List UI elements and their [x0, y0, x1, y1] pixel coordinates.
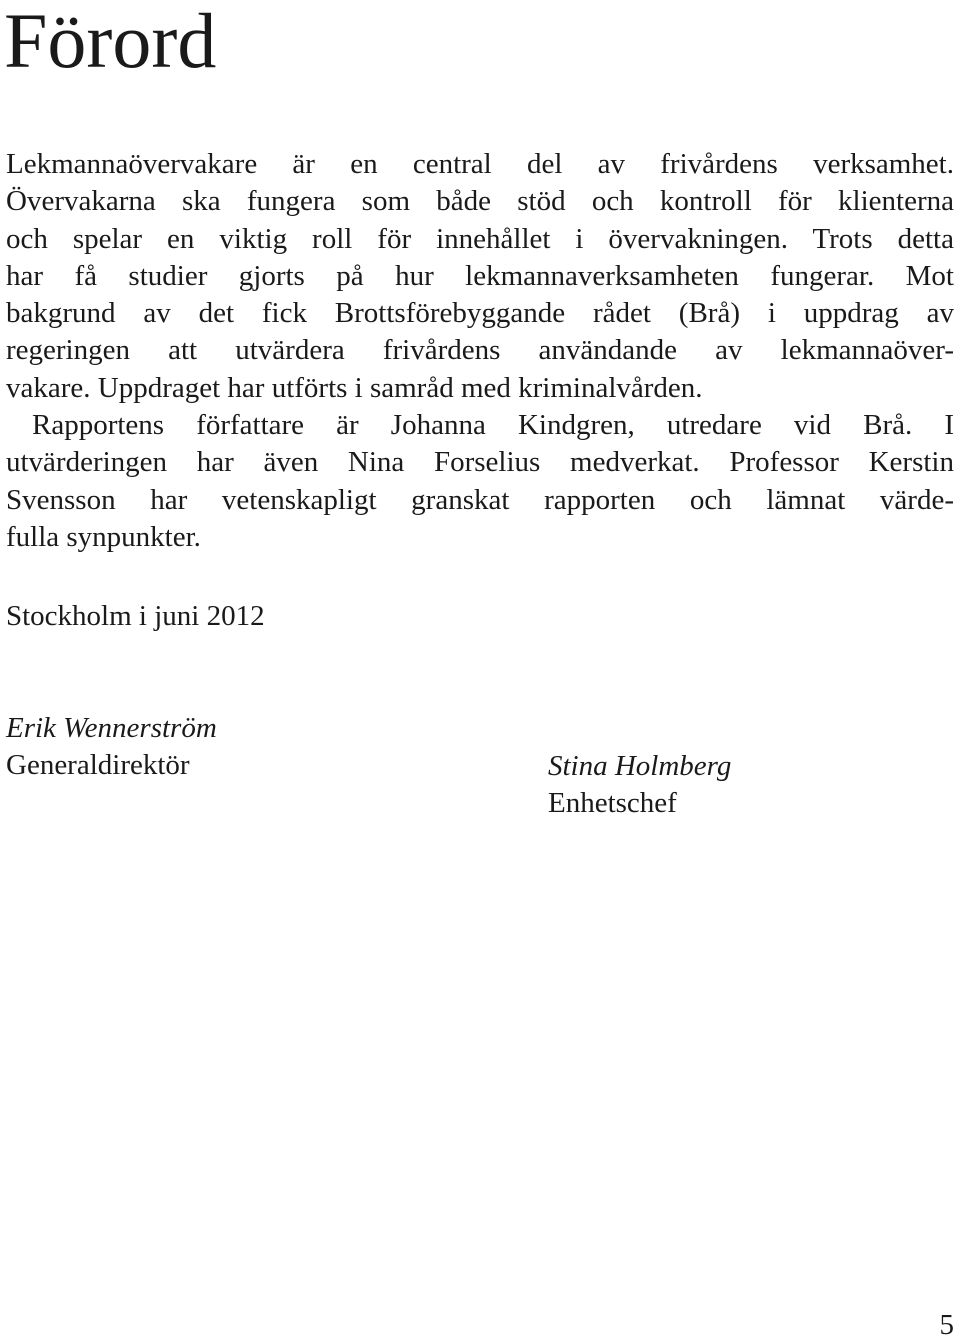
paragraph-line: har få studier gjorts på hur lekmannaverksamheten fungerar. Mot [6, 259, 954, 292]
foreword-paragraph [6, 146, 954, 556]
signatory-name: Stina Holmberg [548, 750, 732, 782]
paragraph-line: Lekmannaövervakare är en central del av frivårdens verksamhet. [6, 148, 954, 180]
paragraph-line: regeringen att utvärdera frivårdens användande av lekmannaöver- [6, 334, 954, 367]
paragraph-line: vakare. Uppdraget har utförts i samråd med kriminalvården. [6, 371, 703, 404]
signature-block-director-general [6, 710, 217, 784]
paragraph-line: Rapportens författare är Johanna Kindgren, utredare vid Brå. I [32, 409, 954, 442]
page-number: 5 [939, 1309, 954, 1341]
paragraph-line: bakgrund av det fick Brottsförebyggande rådet (Brå) i uppdrag av [6, 297, 954, 330]
signature-block-unit-head [548, 748, 731, 822]
paragraph-line: Svensson har vetenskapligt granskat rapporten och lämnat värde- [6, 483, 954, 516]
paragraph-line: och spelar en viktig roll för innehållet i övervakningen. Trots detta [6, 222, 954, 255]
signatory-title: Generaldirektör [6, 749, 190, 781]
signatory-name: Erik Wennerström [6, 712, 217, 744]
signatory-title: Enhetschef [548, 787, 677, 819]
paragraph-line: fulla synpunkter. [6, 520, 201, 553]
page-title: Förord [4, 0, 217, 84]
paragraph-line: Övervakarna ska fungera som både stöd och kontroll för klienterna [6, 185, 954, 218]
place-and-date: Stockholm i juni 2012 [6, 600, 265, 632]
paragraph-line: utvärderingen har även Nina Forselius medverkat. Professor Kerstin [6, 446, 954, 479]
